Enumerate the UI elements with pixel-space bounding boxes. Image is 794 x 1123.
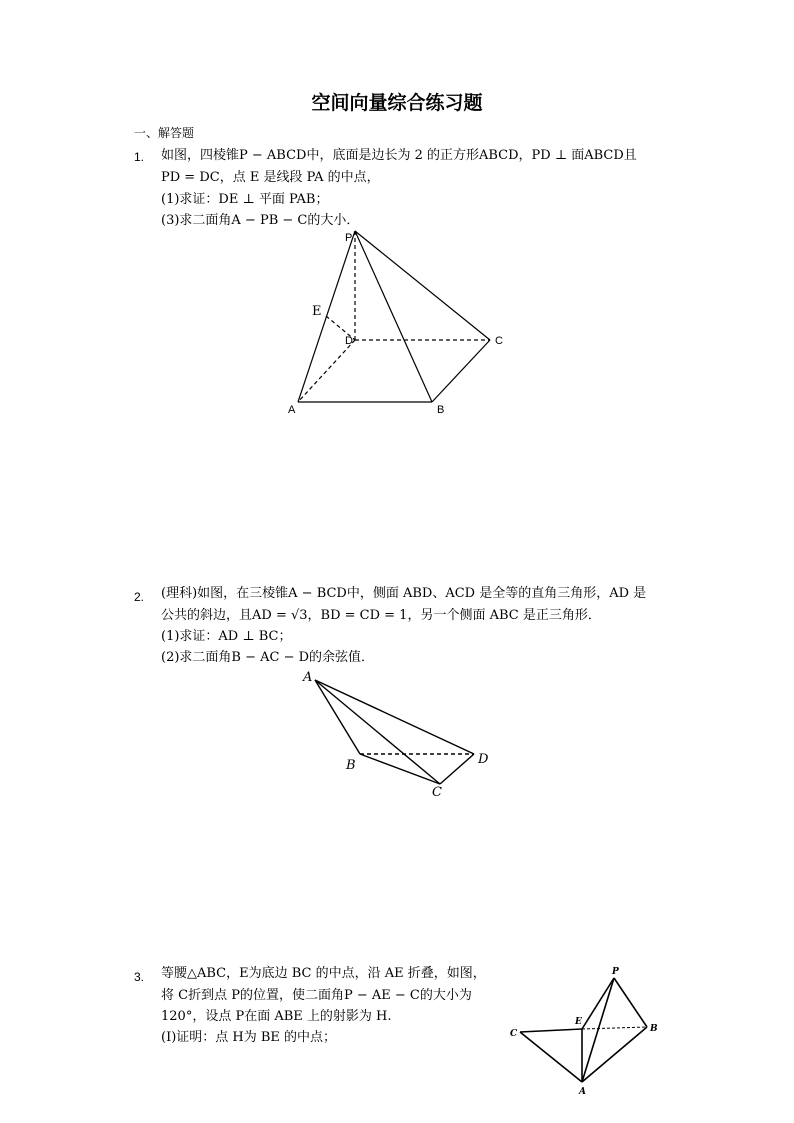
q2-label-A: A: [303, 670, 313, 685]
q1-label-E: E: [312, 304, 322, 319]
question-2-line-4: (2)求二面角B − AC − D的余弦值．: [161, 650, 375, 665]
question-1-number: 1.: [134, 150, 145, 164]
q2-label-D: D: [478, 752, 489, 767]
section-heading: 一、解答题: [134, 126, 195, 140]
q1-label-A: A: [288, 404, 296, 416]
question-3-line-3: 120°，设点 P在面 ABE 上的射影为 H.: [161, 1009, 392, 1024]
question-3-number: 3.: [134, 970, 145, 984]
question-2-line-3: (1)求证：AD ⊥ BC；: [161, 629, 292, 644]
q1-label-P: P: [345, 232, 353, 244]
q3-label-B: B: [650, 1024, 658, 1034]
question-3-line-2: 将 C折到点 P的位置，使二面角P − AE − C的大小为: [161, 988, 472, 1003]
page-title: 空间向量综合练习题: [311, 92, 483, 114]
q3-label-A: A: [579, 1087, 586, 1097]
question-1-line-4: (3)求二面角A − PB − C的大小．: [161, 213, 360, 228]
q1-label-D: D: [345, 335, 353, 347]
q1-label-C: C: [495, 335, 503, 347]
question-1-line-1: 如图，四棱锥P − ABCD中，底面是边长为 2 的正方形ABCD，PD ⊥ 面ABCD且: [161, 148, 637, 163]
q3-label-C: C: [510, 1029, 518, 1039]
question-3-line-4: (I)证明：点 H为 BE 的中点；: [161, 1030, 337, 1045]
question-2-line-2: 公共的斜边，且AD = √3，BD = CD = 1，另一个侧面 ABC 是正三角形．: [161, 608, 601, 623]
question-1-line-3: (1)求证：DE ⊥ 平面 PAB；: [161, 192, 329, 207]
question-3-line-1: 等腰△ABC，E为底边 BC 的中点，沿 AE 折叠，如图，: [161, 966, 486, 981]
q2-label-C: C: [432, 785, 442, 800]
question-2-line-1: (理科)如图，在三棱锥A − BCD中，侧面 ABD、ACD 是全等的直角三角形，AD 是: [161, 586, 647, 601]
question-1-line-2: PD = DC，点 E 是线段 PA 的中点，: [161, 170, 380, 185]
question-2-number: 2.: [134, 590, 145, 604]
q1-label-B: B: [437, 404, 445, 416]
q3-label-E: E: [575, 1017, 582, 1027]
q3-label-P: P: [612, 967, 619, 977]
q2-label-B: B: [346, 758, 356, 773]
